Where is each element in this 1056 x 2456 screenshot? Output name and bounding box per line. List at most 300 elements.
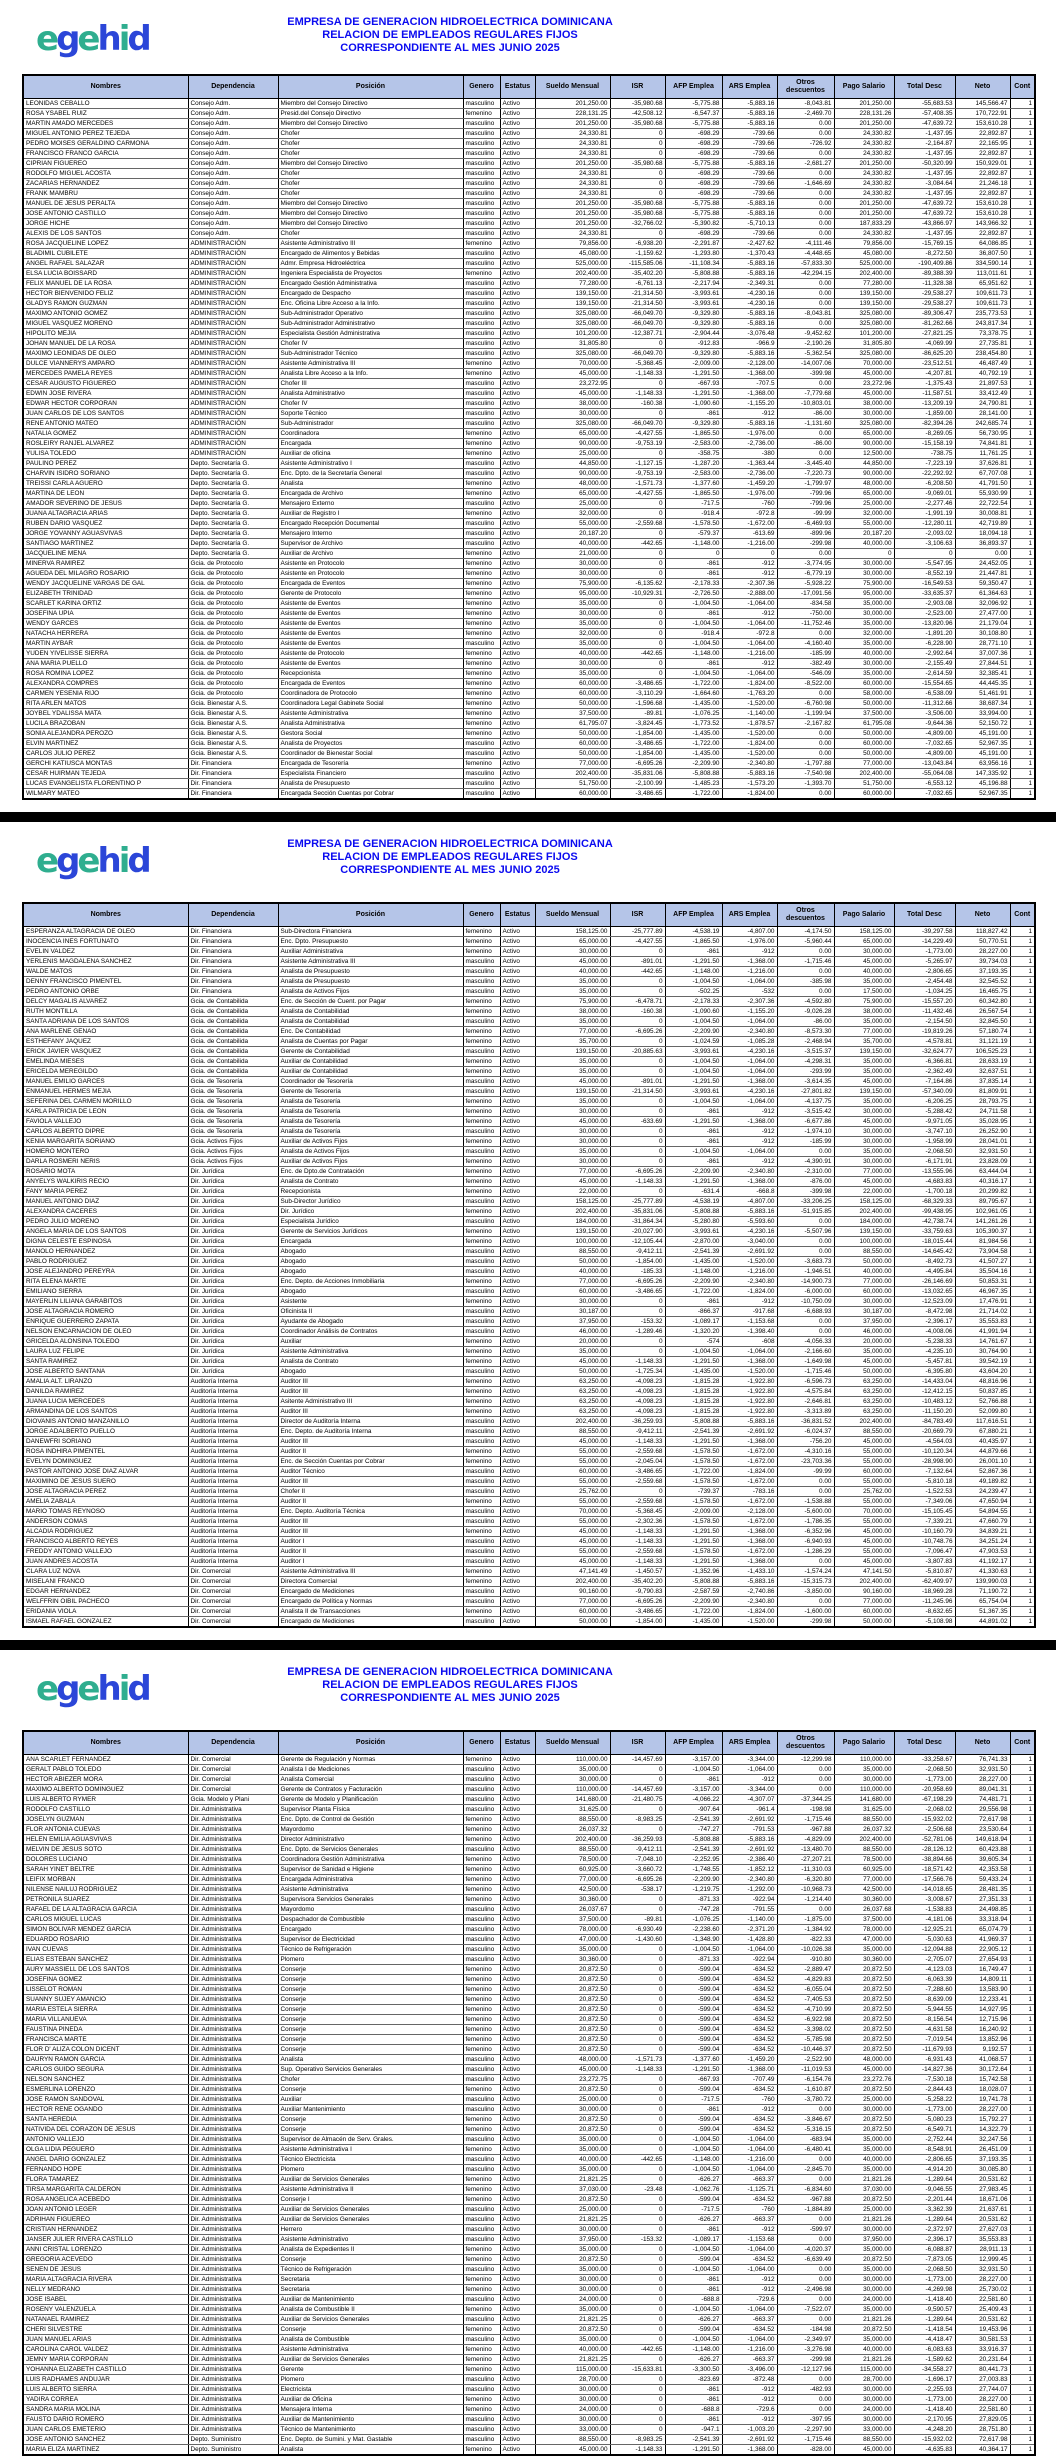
cell-ars-emplea: -739.66 <box>722 149 777 159</box>
table-row <box>23 2255 1035 2265</box>
cell-afp-emplea: -2,726.50 <box>665 589 722 599</box>
cell-total-desc: -8,472.98 <box>894 1307 955 1317</box>
cell-afp-emplea: -2,583.00 <box>665 469 722 479</box>
cell-total-desc: -4,235.10 <box>894 1347 955 1357</box>
cell-estatus: Activo <box>500 659 535 669</box>
cell-cont: 1 <box>1010 2005 1035 2015</box>
cell-dependencia: Gcia. de Protocolo <box>188 629 278 639</box>
cell-nombres: LUIS ALBERTO RYMER <box>23 1795 188 1805</box>
cell-posicion: Analista de Tesorería <box>278 1127 463 1137</box>
cell-afp-emplea: -1,291.50 <box>665 2065 722 2075</box>
cell-cont: 1 <box>1010 489 1035 499</box>
cell-otros-descuentos: -6,834.60 <box>777 2185 834 2195</box>
cell-total-desc: -2,396.17 <box>894 2235 955 2245</box>
cell-genero: femenino <box>463 2115 500 2125</box>
cell-sueldo-mensual: 35,000.00 <box>535 619 610 629</box>
cell-nombres: JOSE ALTAGRACIA PEREZ <box>23 1487 188 1497</box>
cell-afp-emplea: -1,004.50 <box>665 2335 722 2345</box>
column-header-dependencia: Dependencia <box>188 903 278 927</box>
cell-dependencia: Dir. Comercial <box>188 1567 278 1577</box>
cell-sueldo-mensual: 24,330.81 <box>535 179 610 189</box>
cell-isr: 0 <box>610 509 665 519</box>
cell-genero: femenino <box>463 2255 500 2265</box>
cell-pago-salario: 40,000.00 <box>834 1267 894 1277</box>
cell-nombres: HECTOR ABIEZER MORA <box>23 1775 188 1785</box>
cell-isr: 0 <box>610 1137 665 1147</box>
cell-otros-descuentos: -9,452.62 <box>777 329 834 339</box>
cell-neto: 44,445.35 <box>955 679 1010 689</box>
cell-afp-emplea: -599.04 <box>665 2195 722 2205</box>
cell-pago-salario: 20,872.50 <box>834 2045 894 2055</box>
cell-estatus: Activo <box>500 957 535 967</box>
cell-ars-emplea: -634.52 <box>722 1995 777 2005</box>
table-row <box>23 1935 1035 1945</box>
cell-total-desc: -29,538.27 <box>894 289 955 299</box>
cell-total-desc: -47,639.72 <box>894 209 955 219</box>
cell-sueldo-mensual: 139,150.00 <box>535 1047 610 1057</box>
cell-ars-emplea: -2,427.62 <box>722 239 777 249</box>
cell-nombres: SARAH YINET BELTRE <box>23 1865 188 1875</box>
cell-sueldo-mensual: 35,000.00 <box>535 639 610 649</box>
cell-neto: 72,617.98 <box>955 1815 1010 1825</box>
cell-genero: femenino <box>463 1007 500 1017</box>
cell-genero: femenino <box>463 1357 500 1367</box>
table-row <box>23 1995 1035 2005</box>
cell-estatus: Activo <box>500 1875 535 1885</box>
cell-genero: masculino <box>463 1547 500 1557</box>
cell-dependencia: Dir. Administrativa <box>188 1945 278 1955</box>
cell-cont: 1 <box>1010 1237 1035 1247</box>
report-title-company: EMPRESA DE GENERACION HIDROELECTRICA DOMINICANA <box>287 838 613 850</box>
cell-posicion: Soporte Técnico <box>278 409 463 419</box>
cell-nombres: ROSA INDHIRA PIMENTEL <box>23 1447 188 1457</box>
cell-isr: 0 <box>610 2335 665 2345</box>
cell-neto: 22,165.95 <box>955 139 1010 149</box>
cell-ars-emplea: -5,883.16 <box>722 349 777 359</box>
cell-afp-emplea: -599.04 <box>665 2045 722 2055</box>
cell-sueldo-mensual: 65,000.00 <box>535 429 610 439</box>
cell-ars-emplea: -5,883.16 <box>722 199 777 209</box>
cell-sueldo-mensual: 24,330.81 <box>535 129 610 139</box>
cell-cont: 1 <box>1010 499 1035 509</box>
cell-pago-salario: 35,000.00 <box>834 599 894 609</box>
cell-neto: 60,342.80 <box>955 997 1010 1007</box>
cell-sueldo-mensual: 70,000.00 <box>535 359 610 369</box>
cell-ars-emplea: -912 <box>722 947 777 957</box>
table-row <box>23 1407 1035 1417</box>
cell-cont: 1 <box>1010 509 1035 519</box>
cell-total-desc: -4,564.03 <box>894 1437 955 1447</box>
cell-otros-descuentos: -799.96 <box>777 489 834 499</box>
cell-genero: femenino <box>463 1815 500 1825</box>
cell-isr: -153.32 <box>610 1317 665 1327</box>
cell-nombres: YULISA TOLEDO <box>23 449 188 459</box>
cell-genero: masculino <box>463 349 500 359</box>
cell-total-desc: -1,773.00 <box>894 1775 955 1785</box>
cell-estatus: Activo <box>500 1367 535 1377</box>
cell-pago-salario: 45,000.00 <box>834 2445 894 2456</box>
cell-otros-descuentos: -726.92 <box>777 139 834 149</box>
cell-neto: 50,770.51 <box>955 937 1010 947</box>
cell-total-desc: -738.75 <box>894 449 955 459</box>
cell-isr: -153.32 <box>610 2235 665 2245</box>
cell-ars-emplea: -912 <box>722 559 777 569</box>
cell-otros-descuentos: -1,214.40 <box>777 1895 834 1905</box>
cell-afp-emplea: -599.04 <box>665 2125 722 2135</box>
cell-dependencia: Auditoría Interna <box>188 1527 278 1537</box>
cell-total-desc: -34,558.27 <box>894 2365 955 2375</box>
cell-neto: 22,892.87 <box>955 169 1010 179</box>
cell-nombres: JOSE ALEJANDRO PEREYRA <box>23 1267 188 1277</box>
cell-estatus: Activo <box>500 259 535 269</box>
cell-genero: femenino <box>463 1457 500 1467</box>
cell-nombres: GRICELDA ALONSINA TOLEDO <box>23 1337 188 1347</box>
cell-cont: 1 <box>1010 449 1035 459</box>
cell-pago-salario: 35,000.00 <box>834 1057 894 1067</box>
cell-nombres: NILENSE NAILUJ RODRIGUEZ <box>23 1885 188 1895</box>
cell-dependencia: Gcia. de Protocolo <box>188 649 278 659</box>
cell-genero: femenino <box>463 1865 500 1875</box>
cell-genero: femenino <box>463 669 500 679</box>
cell-nombres: WENDY GARCES <box>23 619 188 629</box>
cell-ars-emplea: -1,064.00 <box>722 2335 777 2345</box>
cell-otros-descuentos: -184.98 <box>777 2325 834 2335</box>
cell-afp-emplea: -1,722.00 <box>665 1467 722 1477</box>
cell-posicion: Asistente <box>278 1297 463 1307</box>
cell-cont: 1 <box>1010 1477 1035 1487</box>
cell-dependencia: Dir. Administrativa <box>188 2165 278 2175</box>
cell-cont: 1 <box>1010 759 1035 769</box>
cell-afp-emplea: -1,004.50 <box>665 599 722 609</box>
cell-posicion: Encargada <box>278 439 463 449</box>
cell-neto: 30,172.64 <box>955 2065 1010 2075</box>
cell-posicion: Gerente de Contabilidad <box>278 1047 463 1057</box>
cell-posicion: Asitente Administrativo III <box>278 1397 463 1407</box>
cell-afp-emplea: -1,722.00 <box>665 739 722 749</box>
cell-pago-salario: 37,950.00 <box>834 2235 894 2245</box>
cell-posicion: Enc. Dpto. de Servicios Generales <box>278 1845 463 1855</box>
cell-total-desc: -2,992.64 <box>894 649 955 659</box>
cell-nombres: DAURYN RAMON GARCIA <box>23 2055 188 2065</box>
cell-genero: femenino <box>463 439 500 449</box>
cell-total-desc: -5,288.42 <box>894 1107 955 1117</box>
cell-cont: 1 <box>1010 259 1035 269</box>
cell-ars-emplea: -2,340.80 <box>722 1597 777 1607</box>
cell-posicion: Herrero <box>278 2225 463 2235</box>
cell-pago-salario: 35,000.00 <box>834 1347 894 1357</box>
cell-nombres: JORGE HICHE <box>23 219 188 229</box>
cell-genero: femenino <box>463 2285 500 2295</box>
cell-nombres: ALEXIS DE LOS SANTOS <box>23 229 188 239</box>
cell-neto: 81,809.91 <box>955 1087 1010 1097</box>
cell-otros-descuentos: -750.00 <box>777 609 834 619</box>
cell-otros-descuentos: 0.00 <box>777 1217 834 1227</box>
cell-posicion: Secretaria <box>278 2285 463 2295</box>
cell-afp-emplea: -717.5 <box>665 2095 722 2105</box>
cell-nombres: GERALT PABLO TOLEDO <box>23 1765 188 1775</box>
cell-afp-emplea: -1,435.00 <box>665 699 722 709</box>
table-row <box>23 179 1035 189</box>
cell-pago-salario: 23,272.96 <box>834 379 894 389</box>
cell-nombres: DIOVANIS ANTONIO MANZANILLO <box>23 1417 188 1427</box>
cell-total-desc: -6,538.09 <box>894 689 955 699</box>
cell-afp-emplea: -871.33 <box>665 1895 722 1905</box>
cell-afp-emplea: -1,004.50 <box>665 1067 722 1077</box>
cell-genero: masculino <box>463 1077 500 1087</box>
cell-cont: 1 <box>1010 229 1035 239</box>
cell-total-desc: -27,821.25 <box>894 329 955 339</box>
cell-posicion: Abogado <box>278 1257 463 1267</box>
cell-otros-descuentos: 0.00 <box>777 2275 834 2285</box>
cell-dependencia: Gcia. de Protocolo <box>188 589 278 599</box>
cell-sueldo-mensual: 110,000.00 <box>535 1755 610 1765</box>
cell-total-desc: -14,433.04 <box>894 1377 955 1387</box>
cell-otros-descuentos: -399.98 <box>777 369 834 379</box>
cell-sueldo-mensual: 25,000.00 <box>535 449 610 459</box>
table-row <box>23 1427 1035 1437</box>
table-row <box>23 1507 1035 1517</box>
cell-neto: 33,318.94 <box>955 1915 1010 1925</box>
cell-isr: -1,450.57 <box>610 1567 665 1577</box>
cell-sueldo-mensual: 201,250.00 <box>535 119 610 129</box>
cell-sueldo-mensual: 35,000.00 <box>535 2135 610 2145</box>
cell-afp-emplea: -747.27 <box>665 1825 722 1835</box>
cell-cont: 1 <box>1010 1027 1035 1037</box>
cell-sueldo-mensual: 20,872.50 <box>535 2015 610 2025</box>
cell-nombres: BLADIMIL CUBILETE <box>23 249 188 259</box>
cell-dependencia: Gcia. de Tesorería <box>188 1107 278 1117</box>
cell-neto: 44,891.02 <box>955 1617 1010 1628</box>
cell-genero: masculino <box>463 159 500 169</box>
cell-isr: -442.65 <box>610 967 665 977</box>
cell-genero: femenino <box>463 2395 500 2405</box>
table-row <box>23 2055 1035 2065</box>
cell-neto: 12,715.96 <box>955 2015 1010 2025</box>
cell-ars-emplea: -5,883.16 <box>722 209 777 219</box>
cell-posicion: Analista de Contrato <box>278 1357 463 1367</box>
cell-dependencia: Dir. Jurídica <box>188 1307 278 1317</box>
cell-cont: 1 <box>1010 1037 1035 1047</box>
cell-dependencia: Dir. Jurídica <box>188 1277 278 1287</box>
cell-pago-salario: 38,000.00 <box>834 399 894 409</box>
cell-pago-salario: 35,000.00 <box>834 1945 894 1955</box>
cell-genero: masculino <box>463 1257 500 1267</box>
cell-sueldo-mensual: 77,000.00 <box>535 1597 610 1607</box>
cell-sueldo-mensual: 37,950.00 <box>535 2235 610 2245</box>
cell-afp-emplea: -2,541.39 <box>665 1845 722 1855</box>
cell-otros-descuentos: -599.97 <box>777 2225 834 2235</box>
cell-afp-emplea: -599.04 <box>665 1975 722 1985</box>
table-row <box>23 1107 1035 1117</box>
cell-otros-descuentos: 0.00 <box>777 199 834 209</box>
cell-pago-salario: 202,400.00 <box>834 1207 894 1217</box>
cell-sueldo-mensual: 78,500.00 <box>535 1855 610 1865</box>
cell-estatus: Activo <box>500 769 535 779</box>
cell-ars-emplea: -912 <box>722 1157 777 1167</box>
cell-cont: 1 <box>1010 1157 1035 1167</box>
cell-isr: -1,571.73 <box>610 2055 665 2065</box>
cell-dependencia: Gcia. de Protocolo <box>188 569 278 579</box>
cell-isr: -15,633.81 <box>610 2365 665 2375</box>
cell-total-desc: -1,991.19 <box>894 509 955 519</box>
cell-genero: masculino <box>463 1017 500 1027</box>
cell-sueldo-mensual: 184,000.00 <box>535 1217 610 1227</box>
cell-pago-salario: 24,330.82 <box>834 189 894 199</box>
cell-dependencia: ADMINISTRACIÓN <box>188 429 278 439</box>
cell-pago-salario: 55,000.00 <box>834 1457 894 1467</box>
cell-cont: 1 <box>1010 219 1035 229</box>
cell-sueldo-mensual: 38,000.00 <box>535 1007 610 1017</box>
cell-total-desc: -57,408.35 <box>894 109 955 119</box>
cell-genero: masculino <box>463 2055 500 2065</box>
cell-ars-emplea: -663.37 <box>722 2355 777 2365</box>
cell-pago-salario: 47,000.00 <box>834 1935 894 1945</box>
cell-posicion: Encargado Gestión Administrativa <box>278 279 463 289</box>
cell-posicion: Auxiliar de Activos Fijos <box>278 1157 463 1167</box>
cell-genero: masculino <box>463 1955 500 1965</box>
cell-posicion: Conserje <box>278 1995 463 2005</box>
cell-otros-descuentos: -9,026.28 <box>777 1007 834 1017</box>
cell-estatus: Activo <box>500 1765 535 1775</box>
cell-sueldo-mensual: 88,550.00 <box>535 1427 610 1437</box>
cell-neto: 42,719.89 <box>955 519 1010 529</box>
cell-nombres: AMALIA ALT. LIRANZO <box>23 1377 188 1387</box>
table-row <box>23 2015 1035 2025</box>
cell-cont: 1 <box>1010 359 1035 369</box>
column-header-neto: Neto <box>955 903 1010 927</box>
cell-nombres: ANA MARLENE GENAO <box>23 1027 188 1037</box>
cell-pago-salario: 37,500.00 <box>834 709 894 719</box>
cell-nombres: CARMEN YESENIA RIJO <box>23 689 188 699</box>
cell-sueldo-mensual: 25,000.00 <box>535 499 610 509</box>
cell-genero: femenino <box>463 629 500 639</box>
cell-neto: 34,839.21 <box>955 1527 1010 1537</box>
cell-genero: femenino <box>463 2345 500 2355</box>
cell-nombres: TREISSI CARLA AGUERO <box>23 479 188 489</box>
cell-otros-descuentos: -2,496.98 <box>777 2285 834 2295</box>
cell-dependencia: Consejo Adm. <box>188 159 278 169</box>
column-header-nombres: Nombres <box>23 903 188 927</box>
cell-dependencia: Gcia. de Tesorería <box>188 1117 278 1127</box>
cell-isr: 0 <box>610 2305 665 2315</box>
column-header-dependencia: Dependencia <box>188 1731 278 1755</box>
cell-neto: 48,816.96 <box>955 1377 1010 1387</box>
cell-nombres: FLORA TAMAREZ <box>23 2175 188 2185</box>
cell-sueldo-mensual: 35,000.00 <box>535 2245 610 2255</box>
cell-estatus: Activo <box>500 2365 535 2375</box>
cell-ars-emplea: -1,216.00 <box>722 2345 777 2355</box>
cell-cont: 1 <box>1010 1835 1035 1845</box>
cell-posicion: Abogado <box>278 1367 463 1377</box>
cell-ars-emplea: -1,852.12 <box>722 1865 777 1875</box>
cell-posicion: Encargado de Despacho <box>278 289 463 299</box>
cell-cont: 1 <box>1010 1197 1035 1207</box>
cell-total-desc: -6,553.12 <box>894 779 955 789</box>
cell-sueldo-mensual: 35,000.00 <box>535 2165 610 2175</box>
cell-genero: femenino <box>463 2185 500 2195</box>
table-row <box>23 2085 1035 2095</box>
cell-total-desc: -12,280.11 <box>894 519 955 529</box>
cell-nombres: JOSELYN GUZMAN <box>23 1815 188 1825</box>
cell-total-desc: -57,340.09 <box>894 1087 955 1097</box>
cell-estatus: Activo <box>500 1915 535 1925</box>
cell-nombres: ALEXANDRA COMPRES <box>23 679 188 689</box>
cell-posicion: Técnico Electricista <box>278 2155 463 2165</box>
cell-pago-salario: 55,000.00 <box>834 1497 894 1507</box>
cell-afp-emplea: -717.5 <box>665 499 722 509</box>
cell-pago-salario: 30,000.00 <box>834 569 894 579</box>
cell-ars-emplea: -5,883.16 <box>722 309 777 319</box>
cell-ars-emplea: -5,883.16 <box>722 1207 777 1217</box>
cell-isr: -21,314.50 <box>610 289 665 299</box>
cell-sueldo-mensual: 20,872.50 <box>535 1965 610 1975</box>
cell-nombres: RENE ANTONIO MATEO <box>23 419 188 429</box>
cell-nombres: FRANK MAMBRU <box>23 189 188 199</box>
cell-isr: -9,753.19 <box>610 439 665 449</box>
cell-cont: 1 <box>1010 1985 1035 1995</box>
cell-total-desc: -5,547.95 <box>894 559 955 569</box>
cell-sueldo-mensual: 77,000.00 <box>535 759 610 769</box>
cell-afp-emplea: -599.04 <box>665 2035 722 2045</box>
cell-nombres: ENMANUEL HERMES MEJIA <box>23 1087 188 1097</box>
cell-otros-descuentos: -14,007.06 <box>777 359 834 369</box>
cell-otros-descuentos: -1,974.10 <box>777 1127 834 1137</box>
cell-neto: 50,853.31 <box>955 1277 1010 1287</box>
cell-pago-salario: 115,000.00 <box>834 2365 894 2375</box>
cell-otros-descuentos: -6,320.80 <box>777 1875 834 1885</box>
table-row <box>23 429 1035 439</box>
cell-neto: 28,793.75 <box>955 1097 1010 1107</box>
cell-genero: femenino <box>463 719 500 729</box>
cell-estatus: Activo <box>500 1267 535 1277</box>
cell-neto: 65,754.04 <box>955 1597 1010 1607</box>
cell-otros-descuentos: -5,316.15 <box>777 2125 834 2135</box>
cell-posicion: Conserje <box>278 2085 463 2095</box>
cell-isr: -7,048.10 <box>610 1855 665 1865</box>
cell-ars-emplea: -1,368.00 <box>722 369 777 379</box>
cell-dependencia: Dir. Administrativa <box>188 2325 278 2335</box>
cell-afp-emplea: -5,775.88 <box>665 209 722 219</box>
cell-dependencia: Dir. Administrativa <box>188 2035 278 2045</box>
cell-nombres: DANEWFRI SORIANO <box>23 1437 188 1447</box>
cell-otros-descuentos: -6,639.49 <box>777 2255 834 2265</box>
cell-sueldo-mensual: 31,625.00 <box>535 1805 610 1815</box>
cell-cont: 1 <box>1010 319 1035 329</box>
table-row <box>23 2095 1035 2105</box>
cell-ars-emplea: -634.52 <box>722 1965 777 1975</box>
cell-dependencia: Dir. Administrativa <box>188 2265 278 2275</box>
cell-ars-emplea: -1,368.00 <box>722 2445 777 2456</box>
cell-nombres: ESPERANZA ALTAGRACIA DE OLEO <box>23 927 188 937</box>
cell-nombres: MAXIMINO DE JESUS SUERO <box>23 1477 188 1487</box>
cell-sueldo-mensual: 35,000.00 <box>535 1765 610 1775</box>
cell-nombres: SANTA RAMIREZ <box>23 1357 188 1367</box>
cell-isr: -1,148.33 <box>610 1527 665 1537</box>
cell-dependencia: Gcia. de Protocolo <box>188 669 278 679</box>
column-header-genero: Genero <box>463 75 500 99</box>
cell-posicion: Director de Auditoría Interna <box>278 1417 463 1427</box>
cell-total-desc: -18,015.44 <box>894 1237 955 1247</box>
cell-posicion: Asistente Administrativa III <box>278 359 463 369</box>
cell-total-desc: -17,566.76 <box>894 1875 955 1885</box>
cell-total-desc: -68,329.33 <box>894 1197 955 1207</box>
cell-sueldo-mensual: 30,000.00 <box>535 609 610 619</box>
cell-isr: 0 <box>610 1965 665 1975</box>
cell-ars-emplea: -1,922.80 <box>722 1377 777 1387</box>
cell-dependencia: Dir. Comercial <box>188 1617 278 1628</box>
cell-nombres: OLGA LIDIA PEGUERO <box>23 2145 188 2155</box>
cell-otros-descuentos: 0.00 <box>777 2155 834 2165</box>
